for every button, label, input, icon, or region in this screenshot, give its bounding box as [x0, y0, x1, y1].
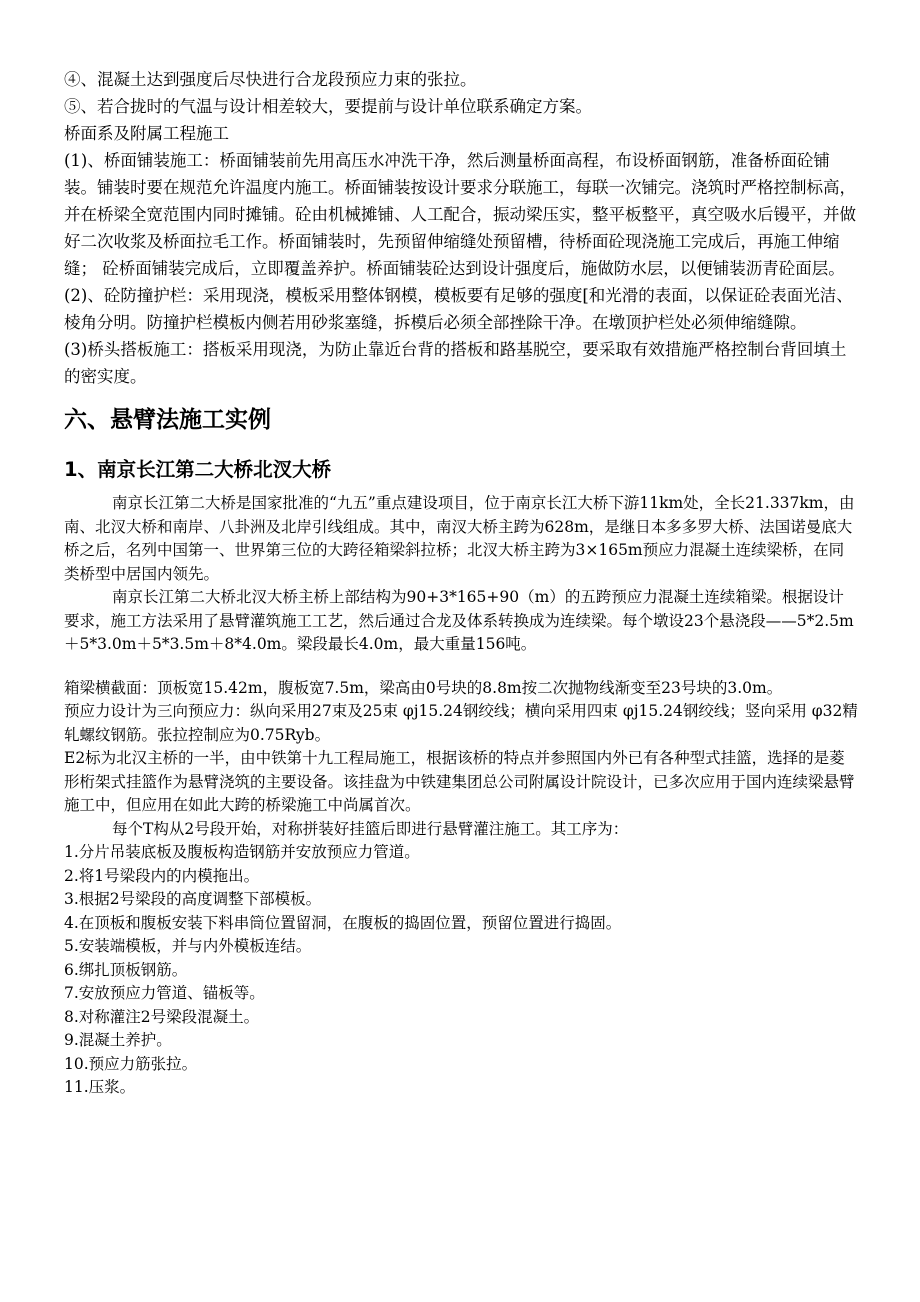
- step-item: 6.绑扎顶板钢筋。: [64, 960, 188, 979]
- step-item: 3.根据2号梁段的高度调整下部模板。: [64, 890, 322, 908]
- step-item: 10.预应力筋张拉。: [64, 1054, 198, 1073]
- paragraph-intro-1: 南京长江第二大桥是国家批准的“九五”重点建设项目，位于南京长江大桥下游11km处，全长21.337km，由南、北汊大桥和南岸、八卦洲及北岸引线组成。其中，南汊大桥主跨为628m，是继日本多多罗大桥、法国诺曼底大桥之后，名列中国第一、世界第三位的大跨径箱梁斜拉桥；北汊大桥主跨为3×165m预应力混凝土连续梁桥，在同类桥型中居国内领先。: [64, 494, 855, 583]
- step-item: 7.安放预应力管道、锚板等。: [64, 984, 265, 1002]
- paragraph-cross-section: 箱梁横截面：顶板宽15.42m，腹板宽7.5m，梁高由0号块的8.8m按二次抛物线渐变至23号块的3.0m。: [64, 678, 783, 697]
- step-item: 11.压浆。: [64, 1078, 136, 1096]
- paragraph-prestress: 预应力设计为三向预应力：纵向采用27束及25束 φj15.24钢绞线；横向采用四束 φj15.24钢绞线；竖向采用 φ32精轧螺纹钢筋。张拉控制应为0.75Ryb。: [64, 702, 858, 744]
- step-item: 9.混凝土养护。: [64, 1031, 172, 1049]
- bridge-deck-heading: 桥面系及附属工程施工: [64, 124, 229, 143]
- paragraph-guardrail: (2)、砼防撞护栏：采用现浇，模板采用整体钢模，模板要有足够的强度[和光滑的表面，以保证砼表面光洁、棱角分明。防撞护栏模板内侧若用砂浆塞缝，拆模后必须全部挫除干净。在墩顶护栏处必须伸缩缝隙。: [64, 286, 853, 332]
- spacer: [64, 657, 859, 677]
- paragraph-approach-slab: (3)桥头搭板施工：搭板采用现浇，为防止靠近台背的搭板和路基脱空，要采取有效措施严格控制台背回填土的密实度。: [64, 340, 847, 386]
- paragraph-e2: E2标为北汉主桥的一半，由中铁第十九工程局施工，根据该桥的特点并参照国内外已有各种型式挂篮，选择的是菱形桁架式挂篮作为悬臂浇筑的主要设备。该挂盘为中铁建集团总公司附属设计院设计，已多次应用于国内连续梁悬臂施工中，但应用在如此大跨的桥梁施工中尚属首次。: [64, 749, 855, 814]
- paragraph-closure-4: ④、混凝土达到强度后尽快进行合龙段预应力束的张拉。: [64, 70, 477, 89]
- step-item: 1.分片吊装底板及腹板构造钢筋并安放预应力管道。: [64, 843, 420, 861]
- paragraph-closure-5: ⑤、若合拢时的气温与设计相差较大，要提前与设计单位联系确定方案。: [64, 97, 592, 116]
- paragraph-t-construct: 每个T构从2号段开始，对称拼装好挂篮后即进行悬臂灌注施工。其工序为：: [112, 819, 629, 838]
- section-heading: 六、悬臂法施工实例: [64, 407, 271, 433]
- document-page: [64, 66, 859, 1100]
- paragraph-intro-2: 南京长江第二大桥北汊大桥主桥上部结构为90+3*165+90（m）的五跨预应力混凝土连续箱梁。根据设计要求，施工方法采用了悬臂灌筑施工工艺，然后通过合龙及体系转换成为连续梁。每个墩设23个悬浇段——5*2.5m＋5*3.0m＋5*3.5m＋8*4.0m。梁段最长4.0m，最大重量156吨。: [64, 588, 854, 653]
- paragraph-deck-paving: (1)、桥面铺装施工：桥面铺装前先用高压水冲洗干净，然后测量桥面高程，布设桥面钢筋，准备桥面砼铺装。铺装时要在规范允许温度内施工。桥面铺装按设计要求分联施工，每联一次铺完。浇筑时严格控制标高，并在桥梁全宽范围内同时摊铺。砼由机械摊铺、人工配合，振动梁压实，整平板整平，真空吸水后镘平，并做好二次收浆及桥面拉毛工作。桥面铺装时，先预留伸缩缝处预留槽，待桥面砼现浇施工完成后，再施工伸缩缝； 砼桥面铺装完成后，立即覆盖养护。桥面铺装砼达到设计强度后，施做防水层，以便铺装沥青砼面层。: [64, 151, 856, 278]
- step-item: 2.将1号梁段内的内模拖出。: [64, 866, 260, 885]
- subsection-heading: 1、南京长江第二大桥北汊大桥: [64, 458, 332, 481]
- step-item: 4.在顶板和腹板安装下料串筒位置留洞，在腹板的捣固位置，预留位置进行捣固。: [64, 913, 622, 932]
- step-item: 8.对称灌注2号梁段混凝土。: [64, 1007, 260, 1026]
- step-item: 5.安装端模板，并与内外模板连结。: [64, 937, 312, 955]
